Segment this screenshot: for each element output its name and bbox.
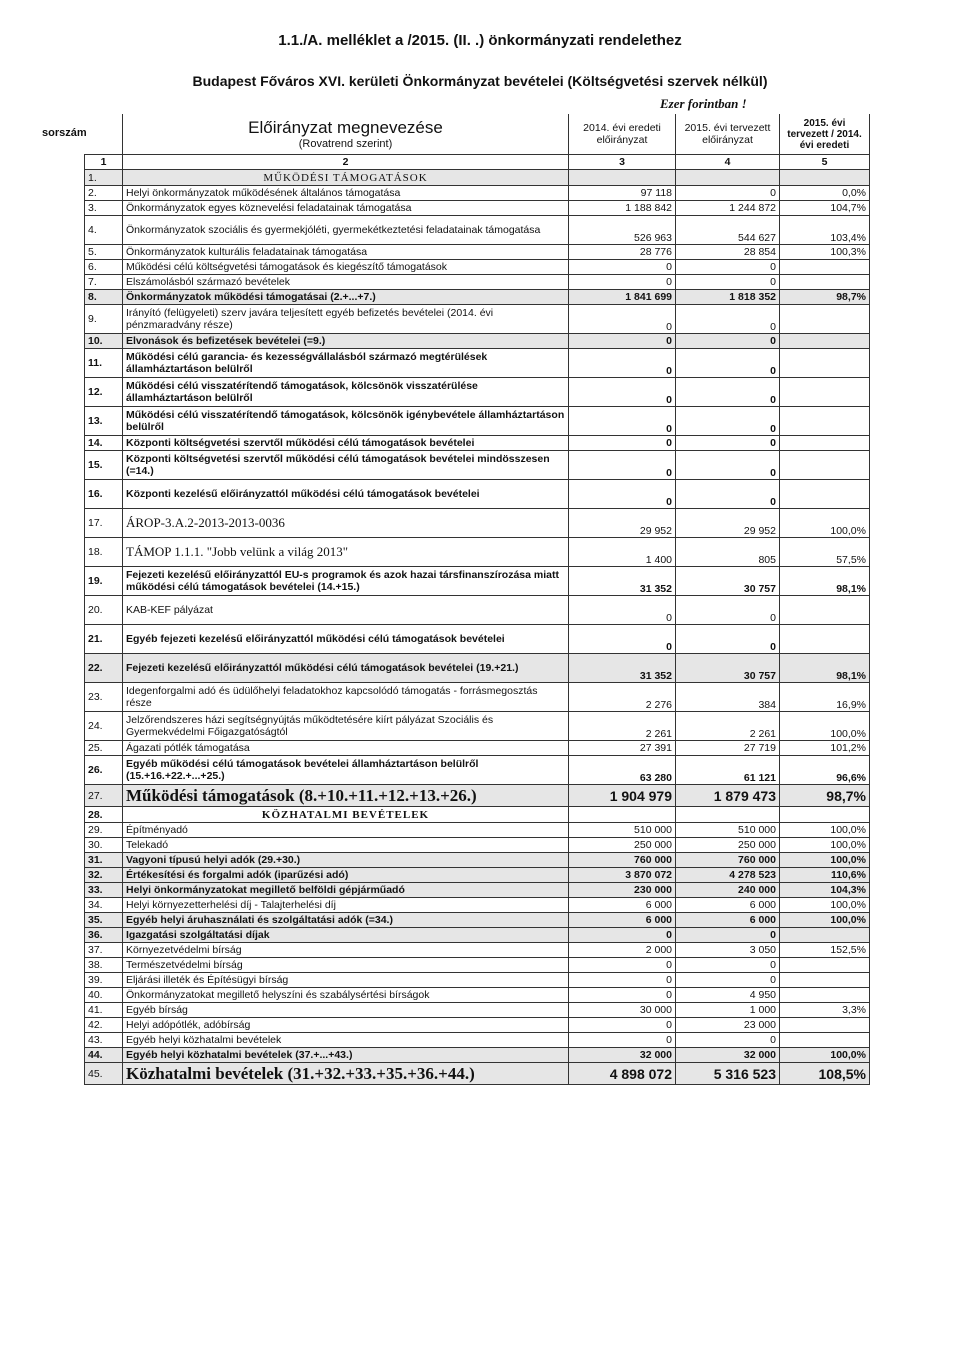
row-index: 26. <box>85 756 123 785</box>
value-ratio: 98,7% <box>780 290 870 305</box>
row-index: 32. <box>85 868 123 883</box>
document-title: 1.1./A. melléklet a /2015. (II. .) önkormányzati rendelethez <box>278 32 682 49</box>
value-2014-original: 3 870 072 <box>569 868 676 883</box>
value-2014-original: 1 904 979 <box>569 785 676 807</box>
value-2014-original: 0 <box>569 973 676 988</box>
value-2014-original: 0 <box>569 625 676 654</box>
row-index: 25. <box>85 741 123 756</box>
value-ratio: 100,0% <box>780 1048 870 1063</box>
value-ratio: 100,0% <box>780 838 870 853</box>
value-2014-original: 0 <box>569 480 676 509</box>
table-row <box>85 928 870 943</box>
value-2014-original <box>569 807 676 823</box>
value-ratio: 57,5% <box>780 538 870 567</box>
table-row <box>85 683 870 712</box>
table-row <box>85 1063 870 1085</box>
row-index: 37. <box>85 943 123 958</box>
value-2015-planned: 0 <box>676 349 780 378</box>
row-label: Egyéb fejezeti kezelésű előirányzattól működési célú támogatások bevételei <box>123 625 569 654</box>
table-row <box>85 988 870 1003</box>
value-2015-planned: 0 <box>676 973 780 988</box>
value-2014-original: 27 391 <box>569 741 676 756</box>
row-label: Önkormányzatok szociális és gyermekjóléti, gyermekétkeztetési feladatainak támogatása <box>123 216 569 245</box>
column-number: 1 <box>85 155 123 170</box>
value-2015-planned: 0 <box>676 260 780 275</box>
value-2015-planned: 0 <box>676 596 780 625</box>
table-row <box>85 260 870 275</box>
value-2014-original: 6 000 <box>569 898 676 913</box>
table-row <box>85 973 870 988</box>
table-row <box>85 480 870 509</box>
sorszam-header: sorszám <box>42 127 87 139</box>
value-2014-original: 0 <box>569 988 676 1003</box>
value-2015-planned: 0 <box>676 958 780 973</box>
table-row <box>85 785 870 807</box>
row-index: 17. <box>85 509 123 538</box>
value-2014-original: 0 <box>569 1033 676 1048</box>
table-row <box>85 275 870 290</box>
row-index: 3. <box>85 201 123 216</box>
value-ratio <box>780 625 870 654</box>
value-2014-original: 0 <box>569 305 676 334</box>
header-col3: 2014. évi eredeti előirányzat <box>569 114 676 155</box>
value-2015-planned: 30 757 <box>676 567 780 596</box>
document-subtitle: Budapest Főváros XVI. kerületi Önkormányzat bevételei (Költségvetési szervek nélkül) <box>192 73 768 89</box>
value-2015-planned: 760 000 <box>676 853 780 868</box>
row-index: 33. <box>85 883 123 898</box>
value-ratio: 104,7% <box>780 201 870 216</box>
row-label: Építményadó <box>123 823 569 838</box>
value-2014-original: 1 400 <box>569 538 676 567</box>
row-index: 21. <box>85 625 123 654</box>
row-index: 39. <box>85 973 123 988</box>
value-ratio <box>780 596 870 625</box>
value-ratio <box>780 988 870 1003</box>
row-label: Idegenforgalmi adó és üdülőhelyi feladatokhoz kapcsolódó támogatás - forrásmegosztás része <box>123 683 569 712</box>
value-2015-planned: 27 719 <box>676 741 780 756</box>
table-row <box>85 883 870 898</box>
value-ratio <box>780 378 870 407</box>
value-ratio: 152,5% <box>780 943 870 958</box>
row-label: Központi költségvetési szervtől működési célú támogatások bevételei mindösszesen (=14.) <box>123 451 569 480</box>
value-ratio: 100,0% <box>780 913 870 928</box>
table-row <box>85 245 870 260</box>
row-label: Működési célú visszatérítendő támogatások, kölcsönök igénybevétele államháztartáson belülről <box>123 407 569 436</box>
table-row <box>85 216 870 245</box>
value-2015-planned: 29 952 <box>676 509 780 538</box>
row-label: KAB-KEF pályázat <box>123 596 569 625</box>
row-label: Egyéb működési célú támogatások bevételei államháztartáson belülről (15.+16.+22.+...+25.) <box>123 756 569 785</box>
value-2015-planned: 0 <box>676 451 780 480</box>
row-label: Egyéb helyi közhatalmi bevételek <box>123 1033 569 1048</box>
table-row <box>85 853 870 868</box>
row-label: Értékesítési és forgalmi adók (iparűzési adó) <box>123 868 569 883</box>
row-label: Telekadó <box>123 838 569 853</box>
value-2014-original <box>569 170 676 186</box>
value-ratio: 101,2% <box>780 741 870 756</box>
value-ratio: 98,1% <box>780 654 870 683</box>
row-label: Központi költségvetési szervtől működési célú támogatások bevételei <box>123 436 569 451</box>
row-index: 31. <box>85 853 123 868</box>
value-ratio: 16,9% <box>780 683 870 712</box>
value-ratio <box>780 349 870 378</box>
value-ratio <box>780 928 870 943</box>
value-ratio: 100,0% <box>780 823 870 838</box>
row-index: 34. <box>85 898 123 913</box>
value-2014-original: 32 000 <box>569 1048 676 1063</box>
row-label: Önkormányzatok egyes köznevelési feladatainak támogatása <box>123 201 569 216</box>
value-ratio <box>780 407 870 436</box>
value-2015-planned: 0 <box>676 436 780 451</box>
value-2014-original: 1 188 842 <box>569 201 676 216</box>
row-label: Működési célú költségvetési támogatások és kiegészítő támogatások <box>123 260 569 275</box>
value-2015-planned: 0 <box>676 928 780 943</box>
row-index: 45. <box>85 1063 123 1085</box>
row-index: 44. <box>85 1048 123 1063</box>
row-label: KÖZHATALMI BEVÉTELEK <box>123 807 569 823</box>
value-2015-planned: 5 316 523 <box>676 1063 780 1085</box>
value-2015-planned: 510 000 <box>676 823 780 838</box>
row-index: 15. <box>85 451 123 480</box>
value-2014-original: 0 <box>569 407 676 436</box>
value-ratio <box>780 170 870 186</box>
row-index: 5. <box>85 245 123 260</box>
value-2014-original: 0 <box>569 275 676 290</box>
header-col5: 2015. évi tervezett / 2014. évi eredeti <box>780 114 870 155</box>
value-ratio <box>780 436 870 451</box>
table-row <box>85 958 870 973</box>
value-2014-original: 0 <box>569 928 676 943</box>
value-2015-planned: 1 000 <box>676 1003 780 1018</box>
value-ratio: 96,6% <box>780 756 870 785</box>
row-label: Működési célú visszatérítendő támogatások, kölcsönök visszatérülése államháztartáson belülről <box>123 378 569 407</box>
row-index: 38. <box>85 958 123 973</box>
value-2015-planned: 4 278 523 <box>676 868 780 883</box>
row-label: Önkormányzatokat megillető helyszíni és szabálysértési bírságok <box>123 988 569 1003</box>
value-2014-original: 31 352 <box>569 567 676 596</box>
row-label: Elszámolásból származó bevételek <box>123 275 569 290</box>
table-body <box>85 170 870 1085</box>
row-label: MŰKÖDÉSI TÁMOGATÁSOK <box>123 170 569 186</box>
table-row <box>85 1048 870 1063</box>
row-label: Központi kezelésű előirányzattól működési célú támogatások bevételei <box>123 480 569 509</box>
row-label: Környezetvédelmi bírság <box>123 943 569 958</box>
table-row <box>85 807 870 823</box>
table-header-row <box>85 114 870 155</box>
column-number: 4 <box>676 155 780 170</box>
table-row <box>85 838 870 853</box>
table-row <box>85 1018 870 1033</box>
row-index: 36. <box>85 928 123 943</box>
row-label: Működési célú garancia- és kezességvállalásból származó megtérülések államháztartáson belülről <box>123 349 569 378</box>
value-2015-planned <box>676 170 780 186</box>
value-2015-planned: 0 <box>676 186 780 201</box>
row-index: 18. <box>85 538 123 567</box>
table-row <box>85 625 870 654</box>
table-row <box>85 943 870 958</box>
value-2015-planned: 805 <box>676 538 780 567</box>
row-label: Helyi adópótlék, adóbírság <box>123 1018 569 1033</box>
value-2014-original: 63 280 <box>569 756 676 785</box>
value-2015-planned: 0 <box>676 407 780 436</box>
row-label: Fejezeti kezelésű előirányzattól működési célú támogatások bevételei (19.+21.) <box>123 654 569 683</box>
value-ratio: 98,1% <box>780 567 870 596</box>
value-2015-planned: 1 879 473 <box>676 785 780 807</box>
value-2015-planned: 1 244 872 <box>676 201 780 216</box>
row-label: Egyéb helyi áruhasználati és szolgáltatási adók (=34.) <box>123 913 569 928</box>
header-name-sub: (Rovatrend szerint) <box>298 138 393 150</box>
table-row <box>85 654 870 683</box>
table-row <box>85 1033 870 1048</box>
row-label: Természetvédelmi bírság <box>123 958 569 973</box>
value-2014-original: 1 841 699 <box>569 290 676 305</box>
value-2015-planned: 6 000 <box>676 913 780 928</box>
row-index: 20. <box>85 596 123 625</box>
value-2014-original: 0 <box>569 260 676 275</box>
row-label: Jelzőrendszeres házi segítségnyújtás működtetésére kiírt pályázat Szociális és Gyermekvédelmi Főigazgatóságtól <box>123 712 569 741</box>
row-index: 11. <box>85 349 123 378</box>
table-row <box>85 756 870 785</box>
value-2014-original: 0 <box>569 378 676 407</box>
table-row <box>85 201 870 216</box>
table-row <box>85 407 870 436</box>
row-index: 42. <box>85 1018 123 1033</box>
budget-table <box>84 114 870 1085</box>
value-ratio: 104,3% <box>780 883 870 898</box>
value-ratio: 0,0% <box>780 186 870 201</box>
value-2015-planned: 0 <box>676 378 780 407</box>
row-label: Önkormányzatok működési támogatásai (2.+...+7.) <box>123 290 569 305</box>
table-row <box>85 567 870 596</box>
value-2015-planned: 61 121 <box>676 756 780 785</box>
table-row <box>85 741 870 756</box>
row-index: 10. <box>85 334 123 349</box>
header-cell-name <box>123 114 569 155</box>
value-2015-planned: 384 <box>676 683 780 712</box>
value-2014-original: 97 118 <box>569 186 676 201</box>
row-label: ÁROP-3.A.2-2013-2013-0036 <box>123 509 569 538</box>
value-2014-original: 29 952 <box>569 509 676 538</box>
table-row <box>85 868 870 883</box>
value-2014-original: 250 000 <box>569 838 676 853</box>
table-row <box>85 186 870 201</box>
value-2014-original: 4 898 072 <box>569 1063 676 1085</box>
row-index: 9. <box>85 305 123 334</box>
row-index: 14. <box>85 436 123 451</box>
header-name-main: Előirányzat megnevezése <box>248 118 443 137</box>
value-2014-original: 0 <box>569 1018 676 1033</box>
row-label: Igazgatási szolgáltatási díjak <box>123 928 569 943</box>
value-2014-original: 0 <box>569 334 676 349</box>
value-2014-original: 2 000 <box>569 943 676 958</box>
row-index: 8. <box>85 290 123 305</box>
value-2015-planned: 4 950 <box>676 988 780 1003</box>
value-2015-planned: 1 818 352 <box>676 290 780 305</box>
value-ratio: 103,4% <box>780 216 870 245</box>
row-index: 4. <box>85 216 123 245</box>
row-label: Eljárási illeték és Építésügyi bírság <box>123 973 569 988</box>
row-index: 13. <box>85 407 123 436</box>
value-2014-original: 2 261 <box>569 712 676 741</box>
row-index: 40. <box>85 988 123 1003</box>
value-2015-planned: 0 <box>676 334 780 349</box>
row-index: 30. <box>85 838 123 853</box>
row-index: 22. <box>85 654 123 683</box>
value-ratio: 100,0% <box>780 509 870 538</box>
value-2014-original: 0 <box>569 596 676 625</box>
column-number: 2 <box>123 155 569 170</box>
value-ratio <box>780 1033 870 1048</box>
value-2015-planned: 544 627 <box>676 216 780 245</box>
value-2014-original: 30 000 <box>569 1003 676 1018</box>
table-row <box>85 436 870 451</box>
value-ratio: 100,3% <box>780 245 870 260</box>
value-ratio: 100,0% <box>780 898 870 913</box>
row-label: Helyi környezetterhelési díj - Talajterhelési díj <box>123 898 569 913</box>
value-2014-original: 2 276 <box>569 683 676 712</box>
value-2014-original: 526 963 <box>569 216 676 245</box>
value-2014-original: 6 000 <box>569 913 676 928</box>
row-label: Közhatalmi bevételek (31.+32.+33.+35.+36.+44.) <box>123 1063 569 1085</box>
value-2015-planned: 240 000 <box>676 883 780 898</box>
value-2015-planned: 0 <box>676 625 780 654</box>
value-2014-original: 31 352 <box>569 654 676 683</box>
value-2014-original: 760 000 <box>569 853 676 868</box>
row-index: 23. <box>85 683 123 712</box>
value-2015-planned: 0 <box>676 305 780 334</box>
table-row <box>85 334 870 349</box>
row-label: Egyéb helyi közhatalmi bevételek (37.+...+43.) <box>123 1048 569 1063</box>
value-2015-planned <box>676 807 780 823</box>
row-index: 27. <box>85 785 123 807</box>
value-ratio: 3,3% <box>780 1003 870 1018</box>
table-row <box>85 1003 870 1018</box>
table-row <box>85 823 870 838</box>
value-ratio <box>780 958 870 973</box>
row-label: Irányító (felügyeleti) szerv javára teljesített egyéb befizetés bevételei (2014. évi pénzmaradvány része) <box>123 305 569 334</box>
value-ratio <box>780 451 870 480</box>
table-row <box>85 290 870 305</box>
row-index: 35. <box>85 913 123 928</box>
value-2014-original: 0 <box>569 451 676 480</box>
row-label: Vagyoni típusú helyi adók (29.+30.) <box>123 853 569 868</box>
value-2014-original: 0 <box>569 436 676 451</box>
column-number: 5 <box>780 155 870 170</box>
row-index: 43. <box>85 1033 123 1048</box>
table-row <box>85 898 870 913</box>
table-row <box>85 596 870 625</box>
row-index: 19. <box>85 567 123 596</box>
value-ratio: 108,5% <box>780 1063 870 1085</box>
row-index: 28. <box>85 807 123 823</box>
row-label: Működési támogatások (8.+10.+11.+12.+13.+26.) <box>123 785 569 807</box>
table-row <box>85 538 870 567</box>
row-index: 41. <box>85 1003 123 1018</box>
row-index: 1. <box>85 170 123 186</box>
table-row <box>85 170 870 186</box>
value-ratio: 110,6% <box>780 868 870 883</box>
value-2015-planned: 28 854 <box>676 245 780 260</box>
row-label: Egyéb bírság <box>123 1003 569 1018</box>
value-2015-planned: 250 000 <box>676 838 780 853</box>
value-2015-planned: 23 000 <box>676 1018 780 1033</box>
table-row <box>85 451 870 480</box>
value-ratio <box>780 305 870 334</box>
table-row <box>85 509 870 538</box>
value-ratio <box>780 480 870 509</box>
row-index: 12. <box>85 378 123 407</box>
table-row <box>85 349 870 378</box>
value-2015-planned: 0 <box>676 480 780 509</box>
value-2015-planned: 3 050 <box>676 943 780 958</box>
row-label: Helyi önkormányzatok működésének általános támogatása <box>123 186 569 201</box>
table-row <box>85 712 870 741</box>
value-ratio <box>780 260 870 275</box>
value-2014-original: 510 000 <box>569 823 676 838</box>
value-2015-planned: 2 261 <box>676 712 780 741</box>
value-2014-original: 0 <box>569 958 676 973</box>
table-row <box>85 378 870 407</box>
table-row <box>85 913 870 928</box>
row-index: 16. <box>85 480 123 509</box>
value-2015-planned: 6 000 <box>676 898 780 913</box>
value-ratio <box>780 973 870 988</box>
row-label: TÁMOP 1.1.1. "Jobb velünk a világ 2013" <box>123 538 569 567</box>
row-index: 29. <box>85 823 123 838</box>
row-label: Elvonások és befizetések bevételei (=9.) <box>123 334 569 349</box>
row-label: Önkormányzatok kulturális feladatainak támogatása <box>123 245 569 260</box>
value-ratio <box>780 334 870 349</box>
row-label: Helyi önkormányzatokat megillető belföldi gépjárműadó <box>123 883 569 898</box>
value-ratio <box>780 807 870 823</box>
column-number-row <box>85 155 870 170</box>
value-2014-original: 230 000 <box>569 883 676 898</box>
table-row <box>85 305 870 334</box>
value-ratio <box>780 275 870 290</box>
row-label: Ágazati pótlék támogatása <box>123 741 569 756</box>
row-index: 24. <box>85 712 123 741</box>
value-2015-planned: 30 757 <box>676 654 780 683</box>
value-2015-planned: 0 <box>676 1033 780 1048</box>
unit-note: Ezer forintban ! <box>660 96 747 111</box>
row-index: 7. <box>85 275 123 290</box>
row-index: 2. <box>85 186 123 201</box>
value-2015-planned: 32 000 <box>676 1048 780 1063</box>
header-cell-empty <box>85 114 123 155</box>
value-2014-original: 0 <box>569 349 676 378</box>
value-ratio: 100,0% <box>780 712 870 741</box>
value-ratio <box>780 1018 870 1033</box>
value-2014-original: 28 776 <box>569 245 676 260</box>
value-ratio: 100,0% <box>780 853 870 868</box>
row-label: Fejezeti kezelésű előirányzattól EU-s programok és azok hazai társfinanszírozása miatt működési célú támogatások bevételei (14.+15.) <box>123 567 569 596</box>
value-2015-planned: 0 <box>676 275 780 290</box>
column-number: 3 <box>569 155 676 170</box>
value-ratio: 98,7% <box>780 785 870 807</box>
row-index: 6. <box>85 260 123 275</box>
header-col4: 2015. évi tervezett előirányzat <box>676 114 780 155</box>
